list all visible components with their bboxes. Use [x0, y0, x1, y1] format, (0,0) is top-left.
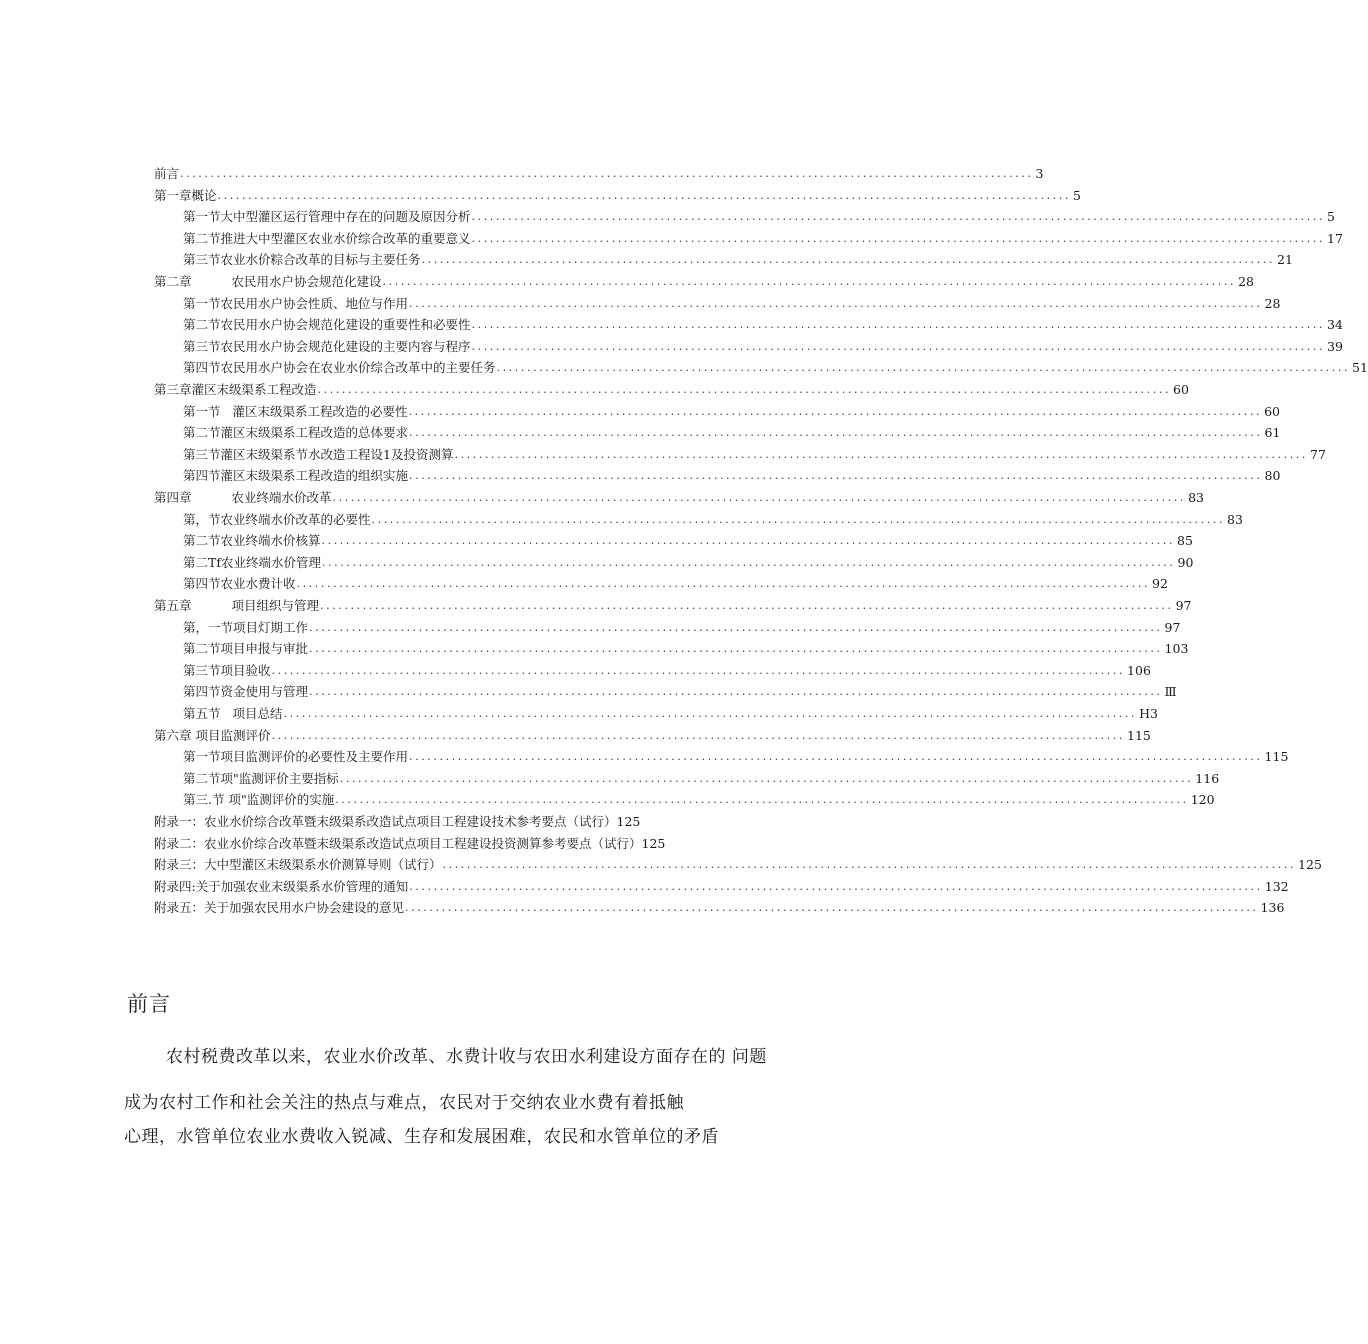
toc-leader-dots: ............................................................................................................................................ [321, 555, 1176, 569]
toc-entry-title [154, 855, 442, 875]
toc-entry-title [183, 574, 296, 594]
toc-entry-page-number: 80 [1264, 468, 1281, 484]
toc-entry-page-number: 21 [1277, 252, 1293, 268]
toc-entry[interactable] [154, 877, 1289, 897]
toc-entry-label-secondary: 农业终端水价改革 [231, 490, 332, 505]
toc-entry[interactable] [183, 704, 1158, 724]
toc-entry-label: 第三节项目验收 [183, 662, 271, 678]
toc-entry-page-number: 97 [1164, 619, 1181, 635]
toc-entry-page-number: 51 [1352, 360, 1368, 376]
toc-entry-label: 第三节农民用水户协会规范化建设的主要内容与程序 [183, 338, 471, 354]
toc-entry-label: 前言 [154, 166, 180, 181]
toc-entry-page-number: 85 [1177, 533, 1193, 549]
toc-entry[interactable] [154, 380, 1189, 400]
toc-entry-label: 第三章灌区末级渠系工程改造 [154, 382, 317, 397]
toc-entry-title [183, 682, 308, 702]
toc-entry-label: 第六章 项目监测评价 [154, 727, 271, 743]
toc-entry-page-number: 103 [1164, 641, 1189, 657]
toc-entry-title [183, 423, 408, 443]
toc-entry[interactable] [183, 337, 1343, 357]
toc-entry[interactable] [183, 790, 1215, 810]
toc-entry[interactable] [183, 553, 1194, 573]
toc-entry[interactable] [183, 466, 1281, 486]
toc-entry[interactable] [183, 250, 1293, 270]
toc-leader-dots: ............................................................................................................................................ [409, 750, 1263, 764]
toc-entry[interactable] [154, 186, 1081, 206]
toc-entry[interactable] [154, 272, 1254, 292]
toc-entry[interactable] [183, 574, 1168, 594]
toc-entry-title [183, 358, 496, 378]
toc-entry-label: 第二章 [154, 274, 192, 289]
toc-leader-dots: ............................................................................................................................................ [409, 469, 1263, 483]
toc-entry-label-secondary: 灌区末级渠系工程改造的必要性 [232, 403, 408, 419]
toc-entry[interactable] [183, 294, 1281, 314]
toc-entry-page-number: 17 [1327, 230, 1343, 246]
toc-entry-title [183, 790, 334, 810]
toc-entry-label: 第三节灌区末级渠系节水改造工程设1及投资测算 [183, 446, 454, 462]
toc-leader-dots: ............................................................................................................................................ [409, 296, 1263, 310]
preface-paragraph-line-2: 成为农村工作和社会关注的热点与难点，农民对于交纳农业水费有着抵触 [124, 1093, 684, 1113]
toc-leader-dots: ............................................................................................................................................ [409, 879, 1263, 893]
toc-entry-title [154, 812, 617, 832]
toc-leader-dots: ............................................................................................................................................ [296, 577, 1151, 591]
toc-entry-title [154, 834, 642, 854]
toc-entry-title [183, 618, 308, 638]
toc-entry-page-number: 106 [1127, 662, 1151, 678]
toc-leader-dots: ............................................................................................................................................ [180, 167, 1034, 180]
toc-entry-title [183, 510, 371, 530]
toc-entry-page-number: 60 [1264, 403, 1280, 419]
preface-paragraph-line-1: 农村税费改革以来，农业水价改革、水费计收与农田水利建设方面存在的 问题 [166, 1047, 767, 1067]
toc-entry-title [154, 898, 404, 918]
toc-leader-dots: ............................................................................................................................................ [271, 663, 1126, 677]
toc-entry-title [154, 186, 217, 206]
toc-leader-dots: ............................................................................................................................................ [217, 188, 1072, 202]
toc-entry-label: 第五节 [183, 706, 221, 721]
toc-leader-dots: ............................................................................................................................................ [317, 383, 1172, 396]
toc-entry[interactable] [183, 423, 1281, 443]
toc-entry[interactable] [154, 726, 1151, 746]
toc-entry-page-number: 5 [1327, 209, 1335, 225]
toc-entry[interactable] [154, 596, 1192, 616]
toc-entry-page-number: 136 [1260, 900, 1285, 916]
toc-entry[interactable] [183, 618, 1181, 638]
toc-entry[interactable] [154, 488, 1204, 508]
toc-entry-page-number: 92 [1152, 576, 1168, 592]
toc-entry-label: 附录一：农业水价综合改革暨末级渠系改造试点项目工程建设技术参考要点（试行） [154, 814, 617, 829]
toc-entry-title [183, 337, 471, 357]
toc-entry[interactable] [154, 898, 1285, 918]
toc-leader-dots: ............................................................................................................................................ [471, 231, 1326, 245]
toc-entry-page-number: 115 [1264, 749, 1289, 765]
toc-entry-label-secondary: 项目总结 [232, 706, 283, 721]
toc-leader-dots: ............................................................................................................................................ [409, 426, 1263, 440]
toc-entry-page-number: 90 [1177, 554, 1194, 570]
toc-entry-title [154, 380, 317, 400]
toc-entry-page-number: 5 [1073, 187, 1081, 203]
toc-entry-label: 第二节灌区末级渠系工程改造的总体要求 [183, 425, 409, 441]
toc-entry-label: 第二Tf农业终端水价管理 [183, 554, 321, 570]
toc-entry-label: 第二节农业终端水价核算 [183, 533, 321, 549]
toc-entry-label: 第四章 [154, 490, 192, 505]
toc-entry-title [154, 164, 179, 184]
toc-entry-page-number: 125 [1298, 857, 1322, 873]
toc-entry-page-number: 132 [1264, 878, 1289, 894]
toc-entry-title [154, 877, 408, 897]
toc-entry-title [154, 726, 270, 746]
toc-entry-label: 第二节项"监测评价主要指标 [183, 770, 339, 786]
toc-entry-title [183, 315, 471, 335]
toc-entry-title [183, 466, 408, 486]
toc-entry[interactable] [183, 445, 1326, 465]
toc-entry-title [183, 207, 471, 227]
toc-entry-title [183, 553, 321, 573]
toc-leader-dots: ............................................................................................................................................ [339, 771, 1194, 785]
toc-entry-title [183, 229, 471, 249]
toc-entry-page-number: 125 [641, 835, 666, 851]
toc-entry-label: 第四节灌区末级渠系工程改造的组织实施 [183, 468, 409, 484]
toc-leader-dots: ............................................................................................................................................ [335, 793, 1189, 807]
toc-entry-page-number: 28 [1264, 295, 1281, 311]
toc-entry-label: 附录二：农业水价综合改革暨末级渠系改造试点项目工程建设投资测算参考要点（试行） [154, 835, 642, 851]
toc-entry-page-number: 125 [616, 814, 641, 829]
toc-entry-page-number: 60 [1173, 382, 1189, 397]
toc-entry-title [183, 661, 271, 681]
toc-entry-label: 第四节农业水费计收 [183, 576, 296, 592]
toc-entry[interactable] [154, 812, 640, 832]
toc-entry-page-number: 116 [1195, 770, 1220, 786]
toc-leader-dots: ............................................................................................................................................ [405, 901, 1259, 915]
toc-entry[interactable] [183, 661, 1151, 681]
toc-entry-label: 第，一节项目灯期工作 [183, 619, 309, 635]
toc-leader-dots: ............................................................................................................................................ [421, 253, 1276, 267]
toc-entry-label: 第四节资金使用与管理 [183, 684, 309, 700]
toc-entry-label: 第二节推进大中型灌区农业水价综合改革的重要意义 [183, 230, 471, 246]
toc-entry-title [183, 445, 453, 465]
toc-entry[interactable] [154, 834, 665, 854]
toc-entry-page-number: 77 [1310, 446, 1326, 462]
toc-entry[interactable] [183, 358, 1368, 378]
preface-heading: 前言 [127, 992, 171, 1016]
toc-entry-title [183, 250, 421, 270]
toc-leader-dots: ............................................................................................................................................ [271, 728, 1126, 742]
toc-entry-title [183, 531, 321, 551]
toc-entry-title [183, 769, 339, 789]
toc-leader-dots: ............................................................................................................................................ [471, 318, 1326, 332]
toc-entry[interactable] [183, 639, 1189, 659]
toc-entry-title [183, 294, 408, 314]
toc-entry-page-number: 39 [1327, 338, 1343, 354]
toc-entry[interactable] [183, 402, 1280, 422]
toc-entry-title [154, 596, 319, 616]
toc-leader-dots: ............................................................................................................................................ [442, 858, 1297, 872]
toc-leader-dots: ............................................................................................................................................ [320, 599, 1174, 612]
toc-entry[interactable] [183, 315, 1343, 335]
toc-entry-label: 附录三：大中型灌区末级渠系水价测算导则（试行） [154, 857, 442, 873]
toc-entry-label: 第，节农业终端水价改革的必要性 [183, 511, 371, 527]
toc-entry-page-number: 97 [1175, 598, 1192, 613]
toc-leader-dots: ............................................................................................................................................ [321, 534, 1176, 548]
toc-entry-label: 第一节项目监测评价的必要性及主要作用 [183, 749, 409, 765]
toc-entry-page-number: 3 [1035, 166, 1044, 181]
toc-leader-dots: ............................................................................................................................................ [283, 707, 1138, 720]
toc-entry-label: 第五章 [154, 598, 192, 613]
toc-entry-page-number: 83 [1227, 511, 1243, 527]
toc-entry-page-number: 34 [1327, 317, 1343, 333]
toc-entry[interactable] [183, 510, 1243, 530]
toc-entry-label: 附录四:关于加强农业末级渠系水价管理的通知 [154, 878, 409, 894]
toc-entry-label: 第一节 [183, 403, 221, 419]
toc-leader-dots: ............................................................................................................................................ [332, 491, 1187, 504]
toc-entry-title [154, 272, 382, 292]
toc-entry-page-number: 115 [1127, 727, 1151, 743]
toc-leader-dots: ............................................................................................................................................ [471, 210, 1326, 224]
toc-entry-label: 第四节农民用水户协会在农业水价综合改革中的主要任务 [183, 360, 496, 376]
toc-entry-title [183, 402, 408, 422]
toc-entry[interactable] [154, 164, 1044, 184]
toc-entry-page-number: Ⅲ [1164, 684, 1177, 700]
toc-entry[interactable] [154, 855, 1322, 875]
toc-entry-page-number: H3 [1139, 706, 1158, 721]
toc-leader-dots: ............................................................................................................................................ [496, 361, 1351, 375]
toc-entry-label: 第一章概论 [154, 187, 217, 203]
toc-leader-dots: ............................................................................................................................................ [309, 620, 1163, 634]
toc-entry[interactable] [183, 207, 1335, 227]
toc-entry[interactable] [183, 682, 1177, 702]
toc-leader-dots: ............................................................................................................................................ [309, 685, 1163, 699]
toc-entry[interactable] [183, 769, 1220, 789]
toc-entry-title [154, 488, 332, 508]
toc-entry-label: 第二节项目申报与审批 [183, 641, 309, 657]
toc-entry-title [183, 747, 408, 767]
toc-entry-page-number: 120 [1190, 792, 1215, 808]
toc-entry-label: 第三.节 项"监测评价的实施 [183, 792, 335, 808]
toc-entry-title [183, 704, 283, 724]
toc-leader-dots: ............................................................................................................................................ [454, 447, 1308, 461]
toc-leader-dots: ............................................................................................................................................ [382, 275, 1237, 288]
preface-paragraph-line-3: 心理，水管单位农业水费收入锐减、生存和发展困难，农民和水管单位的矛盾 [124, 1127, 719, 1147]
toc-leader-dots: ............................................................................................................................................ [371, 512, 1226, 526]
toc-leader-dots: ............................................................................................................................................ [309, 642, 1163, 656]
toc-entry-label: 第一节大中型灌区运行管理中存在的问题及原因分析 [183, 209, 471, 225]
toc-entry-label: 附录五：关于加强农民用水户协会建设的意见 [154, 900, 405, 916]
toc-entry-label-secondary: 农民用水户协会规范化建设 [231, 274, 382, 289]
toc-entry-label: 第二节农民用水户协会规范化建设的重要性和必要性 [183, 317, 471, 333]
toc-entry-title [183, 639, 308, 659]
toc-entry[interactable] [183, 747, 1289, 767]
toc-entry-page-number: 28 [1238, 274, 1254, 289]
toc-entry-page-number: 83 [1188, 490, 1204, 505]
toc-leader-dots: ............................................................................................................................................ [408, 404, 1263, 418]
toc-entry[interactable] [183, 531, 1193, 551]
toc-entry-label: 第一节农民用水户协会性质、地位与作用 [183, 295, 409, 311]
toc-entry-label-secondary: 项目组织与管理 [231, 598, 320, 613]
toc-entry-label: 第三节农业水价粽合改革的目标与主要任务 [183, 252, 421, 268]
toc-leader-dots: ............................................................................................................................................ [471, 339, 1326, 353]
toc-entry[interactable] [183, 229, 1343, 249]
toc-entry-page-number: 61 [1264, 425, 1281, 441]
